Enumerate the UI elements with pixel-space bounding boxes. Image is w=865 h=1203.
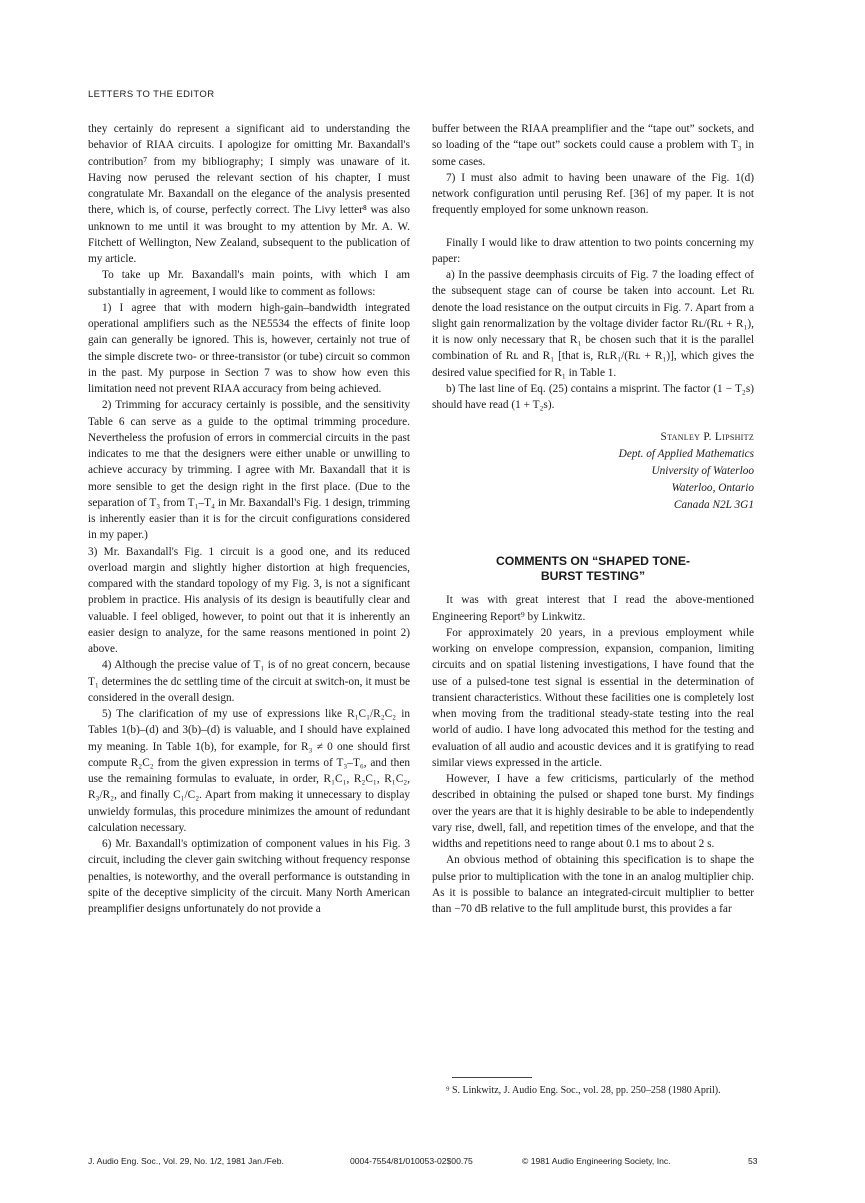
running-head: LETTERS TO THE EDITOR [88,89,215,100]
heading-line: BURST TESTING” [540,569,646,584]
author-city: Waterloo, Ontario [671,482,754,495]
right-column [432,121,754,917]
paragraph: For approximately 20 years, in a previous employment while working on envelope compression, expansion, companion, limiting circuits and on spatial listening investigations, I have found that the use of a pulsed-tone test signal is essential in the determination of transient characteristics. Without these facilities one is completely lost when moving from the traditional steady-state testing into the real world of audio. I have long advocated this method for the testing and evaluation of all audio and acoustic devices and it is gratifying to read similar views expressed in the article. [432,626,754,769]
paragraph: 5) The clarification of my use of expressions like R₁C₁/R₂C₂ in Tables 1(b)–(d) and 3(b)–(d) is valuable, and I should have explained my meaning. In Table 1(b), for example, for R₃ ≠ 0 one should first compute R₂C₂ from the given expression in terms of T₃–T₆, and then use the remaining formulas to evaluate, in order, R₁C₁, R₂C₁, R₁C₂, R₃/R₂, and finally C₁/C₂. Apart from making it unnecessary to display unwieldy formulas, this procedure minimizes the amount of redundant calculation necessary. [88,708,410,834]
paragraph: 3) Mr. Baxandall's Fig. 1 circuit is a good one, and its reduced overload margin and slightly higher distortion at high frequencies, compared with the standard topology of my Fig. 3, is not a significant problem in practice. His analysis of its design is beautifully clear and valuable. I feel obliged, however, to point out that it is inherently an easier design to analyze, for the same reasons mentioned in point 2) above. [88,545,410,655]
footer-copyright: © 1981 Audio Engineering Society, Inc. [522,1156,671,1166]
author-country: Canada N2L 3G1 [673,499,754,512]
paragraph: 1) I agree that with modern high-gain–bandwidth integrated operational amplifiers such as the NE5534 the effects of finite loop gain can generally be ignored. This is, however, certainly not true of the simple discrete two- or three-transistor (or tube) circuit so common in the past. My purpose in Section 7 was to show how even this limitation need not prevent RIAA accuracy from being achieved. [88,301,410,395]
paragraph: 7) I must also admit to having been unaware of the Fig. 1(d) network configuration until perusing Ref. [36] of my paper. It is not frequently employed for some unknown reason. [432,171,754,217]
footer-code: 0004-7554/81/010053-02$00.75 [350,1156,473,1166]
paragraph: Finally I would like to draw attention to two points concerning my paper: [432,236,754,265]
paragraph: To take up Mr. Baxandall's main points, with which I am substantially in agreement, I would like to comment as follows: [88,269,410,298]
left-column [88,121,410,917]
page-number: 53 [748,1156,758,1166]
paragraph: However, I have a few criticisms, particularly of the method described in obtaining the pulsed or shaped tone burst. My findings over the years are that it is highly desirable to be able to independently vary rise, dwell, fall, and repetition times of the envelope, and that the widths and repetitions need to range about 0.1 ms to about 2 s. [432,773,754,850]
heading-line: COMMENTS ON “SHAPED TONE- [495,554,691,569]
author-name: Stanley P. Lipshitz [660,431,754,444]
paragraph: 6) Mr. Baxandall's optimization of component values in his Fig. 3 circuit, including the clever gain switching without frequency response penalties, is noteworthy, and the overall performance is outstanding in spite of the deceptive simplicity of the circuit. Many North American preamplifier designs unfortunately do not provide a [88,838,410,915]
paragraph: they certainly do represent a significant aid to understanding the behavior of RIAA circuits. I apologize for omitting Mr. Baxandall's contribution⁷ from my bibliography; I simply was unaware of it. Having now perused the relevant section of his chapter, I must congratulate Mr. Baxandall on the elegance of the analysis presented there, which is, of course, perfectly correct. The Livy letter⁸ was also unknown to me until it was brought to my attention by Mr. A. W. Fitchett of Wellington, New Zealand, subsequent to the publication of my article. [88,123,410,265]
paragraph: b) The last line of Eq. (25) contains a misprint. The factor (1 − T₂s) should have read (1 + T₂s). [432,382,754,411]
section-heading [432,554,754,584]
author-university: University of Waterloo [651,465,754,478]
paragraph: buffer between the RIAA preamplifier and the “tape out” sockets, and so loading of the “tape out” sockets could cause a problem with T₃ in some cases. [432,123,754,168]
paragraph: 2) Trimming for accuracy certainly is possible, and the sensitivity Table 6 can serve as a guide to the optimal trimming procedure. Nevertheless the profusion of errors in commercial circuits in the past indicates to me that the designers were either unable or unwilling to achieve accuracy by trimming. I agree with Mr. Baxandall that it is more sensible to get the design right in the first place. (Due to the separation of T₃ from T₁–T₄ in Mr. Baxandall's Fig. 1 design, trimming is inherently easier than it is for the circuit configurations considered in my paper.) [88,399,410,542]
footnote: ⁹ S. Linkwitz, J. Audio Eng. Soc., vol. 28, pp. 250–258 (1980 April). [446,1085,721,1096]
footer-journal: J. Audio Eng. Soc., Vol. 29, No. 1/2, 1981 Jan./Feb. [88,1156,284,1166]
paragraph: a) In the passive deemphasis circuits of Fig. 7 the loading effect of the subsequent stage can of course be taken into account. Let Rʟ denote the load resistance on the output circuits in Fig. 7. Apart from a slight gain renormalization by the voltage divider factor Rʟ/(Rʟ + R₁), it is now only necessary that R₁ be chosen such that it is the parallel combination of Rʟ and R₁ [that is, RʟR₁/(Rʟ + R₁)], which gives the desired value specified for R₁ in Table 1. [432,269,754,379]
footnote-rule [452,1077,532,1078]
paragraph: 4) Although the precise value of T₁ is of no great concern, because T₁ determines the dc settling time of the circuit at switch-on, it must be considered in the overall design. [88,659,410,704]
author-department: Dept. of Applied Mathematics [618,448,754,461]
paragraph: It was with great interest that I read the above-mentioned Engineering Report⁹ by Linkwitz. [432,594,754,623]
paragraph: An obvious method of obtaining this specification is to shape the pulse prior to multiplication with the tone in an analog multiplier chip. As it is possible to balance an integrated-circuit multiplier to better than −70 dB relative to the full amplitude burst, this provides a far [432,854,754,915]
author-signature [432,429,754,514]
